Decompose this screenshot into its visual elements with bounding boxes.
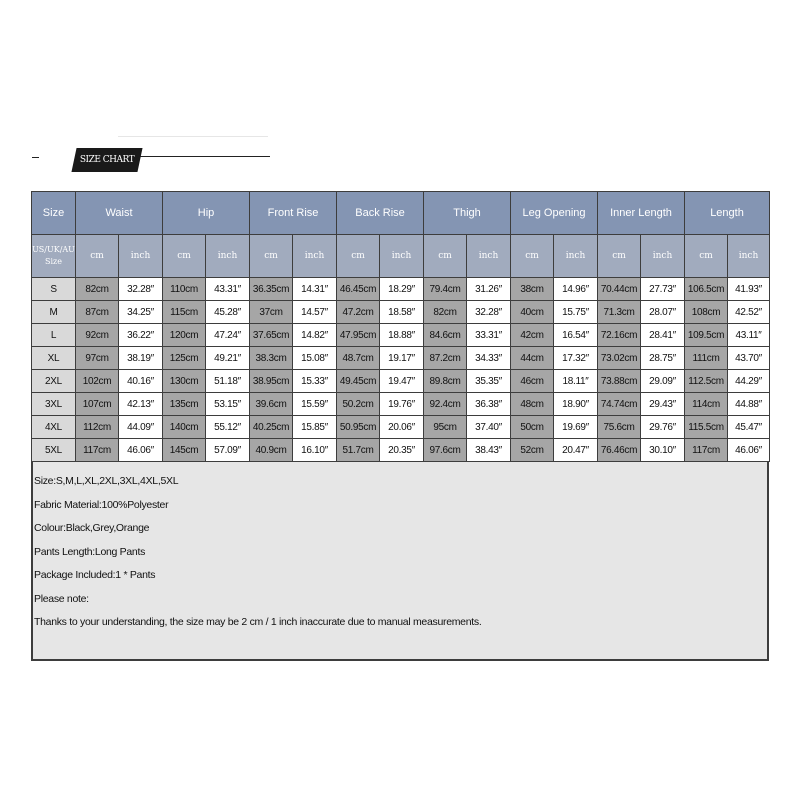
cm-value-cell: 40cm xyxy=(511,301,554,324)
cm-value-cell: 117cm xyxy=(685,439,728,462)
cm-value-cell: 46cm xyxy=(511,370,554,393)
unit-header-cm: cm xyxy=(685,235,728,278)
cm-value-cell: 73.02cm xyxy=(598,347,641,370)
cm-value-cell: 39.6cm xyxy=(250,393,293,416)
table-row xyxy=(32,439,770,462)
inch-value-cell: 44.88″ xyxy=(728,393,770,416)
size-cell: L xyxy=(32,324,76,347)
heading-faint-line xyxy=(118,136,268,137)
cm-value-cell: 87.2cm xyxy=(424,347,467,370)
inch-value-cell: 43.11″ xyxy=(728,324,770,347)
inch-value-cell: 15.85″ xyxy=(293,416,337,439)
inch-value-cell: 19.69″ xyxy=(554,416,598,439)
cm-value-cell: 110cm xyxy=(163,278,206,301)
cm-value-cell: 125cm xyxy=(163,347,206,370)
inch-value-cell: 27.73″ xyxy=(641,278,685,301)
inch-value-cell: 47.24″ xyxy=(206,324,250,347)
cm-value-cell: 50.2cm xyxy=(337,393,380,416)
cm-value-cell: 112.5cm xyxy=(685,370,728,393)
inch-value-cell: 35.35″ xyxy=(467,370,511,393)
size-cell: 5XL xyxy=(32,439,76,462)
cm-value-cell: 47.95cm xyxy=(337,324,380,347)
size-cell: M xyxy=(32,301,76,324)
size-cell: 2XL xyxy=(32,370,76,393)
cm-value-cell: 40.9cm xyxy=(250,439,293,462)
cm-value-cell: 130cm xyxy=(163,370,206,393)
inch-value-cell: 28.41″ xyxy=(641,324,685,347)
inch-value-cell: 16.10″ xyxy=(293,439,337,462)
size-cell: 3XL xyxy=(32,393,76,416)
inch-value-cell: 45.28″ xyxy=(206,301,250,324)
cm-value-cell: 76.46cm xyxy=(598,439,641,462)
inch-value-cell: 18.58″ xyxy=(380,301,424,324)
cm-value-cell: 49.45cm xyxy=(337,370,380,393)
column-header: Leg Opening xyxy=(511,192,598,235)
note-line: Pants Length:Long Pants xyxy=(34,545,146,558)
cm-value-cell: 38.95cm xyxy=(250,370,293,393)
inch-value-cell: 57.09″ xyxy=(206,439,250,462)
inch-value-cell: 42.13″ xyxy=(119,393,163,416)
inch-value-cell: 36.38″ xyxy=(467,393,511,416)
cm-value-cell: 52cm xyxy=(511,439,554,462)
cm-value-cell: 71.3cm xyxy=(598,301,641,324)
cm-value-cell: 87cm xyxy=(76,301,119,324)
unit-header-cm: cm xyxy=(598,235,641,278)
cm-value-cell: 38cm xyxy=(511,278,554,301)
inch-value-cell: 19.47″ xyxy=(380,370,424,393)
inch-value-cell: 18.11″ xyxy=(554,370,598,393)
size-cell: S xyxy=(32,278,76,301)
cm-value-cell: 73.88cm xyxy=(598,370,641,393)
unit-header-inch: inch xyxy=(554,235,598,278)
cm-value-cell: 42cm xyxy=(511,324,554,347)
column-header: Size xyxy=(32,192,76,235)
inch-value-cell: 18.90″ xyxy=(554,393,598,416)
cm-value-cell: 108cm xyxy=(685,301,728,324)
cm-value-cell: 115.5cm xyxy=(685,416,728,439)
cm-value-cell: 135cm xyxy=(163,393,206,416)
cm-value-cell: 114cm xyxy=(685,393,728,416)
cm-value-cell: 107cm xyxy=(76,393,119,416)
cm-value-cell: 50cm xyxy=(511,416,554,439)
unit-header-inch: inch xyxy=(467,235,511,278)
column-header: Front Rise xyxy=(250,192,337,235)
unit-header-cm: cm xyxy=(163,235,206,278)
inch-value-cell: 46.06″ xyxy=(119,439,163,462)
inch-value-cell: 30.10″ xyxy=(641,439,685,462)
size-system-label: US/UK/AU xyxy=(32,245,75,254)
note-line: Size:S,M,L,XL,2XL,3XL,4XL,5XL xyxy=(34,475,179,487)
inch-value-cell: 17.32″ xyxy=(554,347,598,370)
column-header: Waist xyxy=(76,192,163,235)
inch-value-cell: 43.31″ xyxy=(206,278,250,301)
cm-value-cell: 40.25cm xyxy=(250,416,293,439)
table-body xyxy=(32,278,770,462)
cm-value-cell: 115cm xyxy=(163,301,206,324)
cm-value-cell: 48cm xyxy=(511,393,554,416)
cm-value-cell: 106.5cm xyxy=(685,278,728,301)
unit-header-cm: cm xyxy=(76,235,119,278)
inch-value-cell: 20.06″ xyxy=(380,416,424,439)
cm-value-cell: 145cm xyxy=(163,439,206,462)
column-header: Hip xyxy=(163,192,250,235)
cm-value-cell: 48.7cm xyxy=(337,347,380,370)
inch-value-cell: 15.33″ xyxy=(293,370,337,393)
unit-header-cm: cm xyxy=(424,235,467,278)
inch-value-cell: 31.26″ xyxy=(467,278,511,301)
table-row xyxy=(32,416,770,439)
inch-value-cell: 44.29″ xyxy=(728,370,770,393)
size-label: Size xyxy=(45,257,62,266)
unit-header-inch: inch xyxy=(206,235,250,278)
inch-value-cell: 20.35″ xyxy=(380,439,424,462)
inch-value-cell: 33.31″ xyxy=(467,324,511,347)
cm-value-cell: 44cm xyxy=(511,347,554,370)
inch-value-cell: 55.12″ xyxy=(206,416,250,439)
cm-value-cell: 74.74cm xyxy=(598,393,641,416)
size-chart-heading xyxy=(30,144,242,174)
cm-value-cell: 89.8cm xyxy=(424,370,467,393)
column-header: Thigh xyxy=(424,192,511,235)
inch-value-cell: 42.52″ xyxy=(728,301,770,324)
table-row xyxy=(32,347,770,370)
cm-value-cell: 82cm xyxy=(424,301,467,324)
cm-value-cell: 97cm xyxy=(76,347,119,370)
cm-value-cell: 112cm xyxy=(76,416,119,439)
size-cell: 4XL xyxy=(32,416,76,439)
inch-value-cell: 38.43″ xyxy=(467,439,511,462)
inch-value-cell: 18.29″ xyxy=(380,278,424,301)
inch-value-cell: 14.82″ xyxy=(293,324,337,347)
unit-header-cm: cm xyxy=(511,235,554,278)
cm-value-cell: 70.44cm xyxy=(598,278,641,301)
cm-value-cell: 97.6cm xyxy=(424,439,467,462)
table-row xyxy=(32,301,770,324)
cm-value-cell: 46.45cm xyxy=(337,278,380,301)
size-chart-table xyxy=(31,191,770,462)
inch-value-cell: 40.16″ xyxy=(119,370,163,393)
inch-value-cell: 15.59″ xyxy=(293,393,337,416)
inch-value-cell: 37.40″ xyxy=(467,416,511,439)
inch-value-cell: 15.75″ xyxy=(554,301,598,324)
inch-value-cell: 51.18″ xyxy=(206,370,250,393)
size-cell: XL xyxy=(32,347,76,370)
unit-header-inch: inch xyxy=(728,235,770,278)
heading-underline xyxy=(126,156,270,157)
inch-value-cell: 28.75″ xyxy=(641,347,685,370)
product-notes xyxy=(33,470,767,635)
cm-value-cell: 109.5cm xyxy=(685,324,728,347)
inch-value-cell: 32.28″ xyxy=(467,301,511,324)
inch-value-cell: 29.76″ xyxy=(641,416,685,439)
inch-value-cell: 53.15″ xyxy=(206,393,250,416)
inch-value-cell: 14.31″ xyxy=(293,278,337,301)
inch-value-cell: 44.09″ xyxy=(119,416,163,439)
unit-header-inch: inch xyxy=(119,235,163,278)
inch-value-cell: 14.57″ xyxy=(293,301,337,324)
inch-value-cell: 29.43″ xyxy=(641,393,685,416)
note-line: Thanks to your understanding, the size may be 2 cm / 1 inch inaccurate due to manual measurements. xyxy=(34,616,482,628)
inch-value-cell: 14.96″ xyxy=(554,278,598,301)
unit-header-cm: cm xyxy=(250,235,293,278)
cm-value-cell: 72.16cm xyxy=(598,324,641,347)
cm-value-cell: 111cm xyxy=(685,347,728,370)
inch-value-cell: 45.47″ xyxy=(728,416,770,439)
column-header: Length xyxy=(685,192,770,235)
inch-value-cell: 38.19″ xyxy=(119,347,163,370)
cm-value-cell: 120cm xyxy=(163,324,206,347)
inch-value-cell: 29.09″ xyxy=(641,370,685,393)
table-header-row xyxy=(32,192,770,235)
note-line: Package Included:1 * Pants xyxy=(34,569,156,581)
inch-value-cell: 19.17″ xyxy=(380,347,424,370)
cm-value-cell: 47.2cm xyxy=(337,301,380,324)
table-row xyxy=(32,393,770,416)
unit-header-inch: inch xyxy=(380,235,424,278)
inch-value-cell: 49.21″ xyxy=(206,347,250,370)
cm-value-cell: 37.65cm xyxy=(250,324,293,347)
inch-value-cell: 36.22″ xyxy=(119,324,163,347)
cm-value-cell: 79.4cm xyxy=(424,278,467,301)
cm-value-cell: 37cm xyxy=(250,301,293,324)
cm-value-cell: 82cm xyxy=(76,278,119,301)
unit-header-inch: inch xyxy=(293,235,337,278)
cm-value-cell: 50.95cm xyxy=(337,416,380,439)
table-unit-row xyxy=(32,235,770,278)
inch-value-cell: 34.25″ xyxy=(119,301,163,324)
cm-value-cell: 140cm xyxy=(163,416,206,439)
table-row xyxy=(32,370,770,393)
cm-value-cell: 36.35cm xyxy=(250,278,293,301)
inch-value-cell: 41.93″ xyxy=(728,278,770,301)
cm-value-cell: 92.4cm xyxy=(424,393,467,416)
inch-value-cell: 16.54″ xyxy=(554,324,598,347)
inch-value-cell: 43.70″ xyxy=(728,347,770,370)
unit-header-cm: cm xyxy=(337,235,380,278)
cm-value-cell: 92cm xyxy=(76,324,119,347)
table-row xyxy=(32,278,770,301)
note-line: Fabric Material:100%Polyester xyxy=(34,498,169,511)
inch-value-cell: 20.47″ xyxy=(554,439,598,462)
inch-value-cell: 32.28″ xyxy=(119,278,163,301)
inch-value-cell: 34.33″ xyxy=(467,347,511,370)
unit-header-inch: inch xyxy=(641,235,685,278)
cm-value-cell: 95cm xyxy=(424,416,467,439)
cm-value-cell: 117cm xyxy=(76,439,119,462)
cm-value-cell: 84.6cm xyxy=(424,324,467,347)
size-system-header xyxy=(32,235,76,278)
table-row xyxy=(32,324,770,347)
inch-value-cell: 19.76″ xyxy=(380,393,424,416)
inch-value-cell: 28.07″ xyxy=(641,301,685,324)
size-chart-title: SIZE CHART xyxy=(79,155,135,165)
cm-value-cell: 75.6cm xyxy=(598,416,641,439)
note-line: Please note: xyxy=(34,592,89,605)
inch-value-cell: 18.88″ xyxy=(380,324,424,347)
note-line: Colour:Black,Grey,Orange xyxy=(34,522,150,534)
inch-value-cell: 15.08″ xyxy=(293,347,337,370)
heading-dash xyxy=(32,157,39,158)
cm-value-cell: 38.3cm xyxy=(250,347,293,370)
cm-value-cell: 102cm xyxy=(76,370,119,393)
inch-value-cell: 46.06″ xyxy=(728,439,770,462)
cm-value-cell: 51.7cm xyxy=(337,439,380,462)
column-header: Inner Length xyxy=(598,192,685,235)
column-header: Back Rise xyxy=(337,192,424,235)
